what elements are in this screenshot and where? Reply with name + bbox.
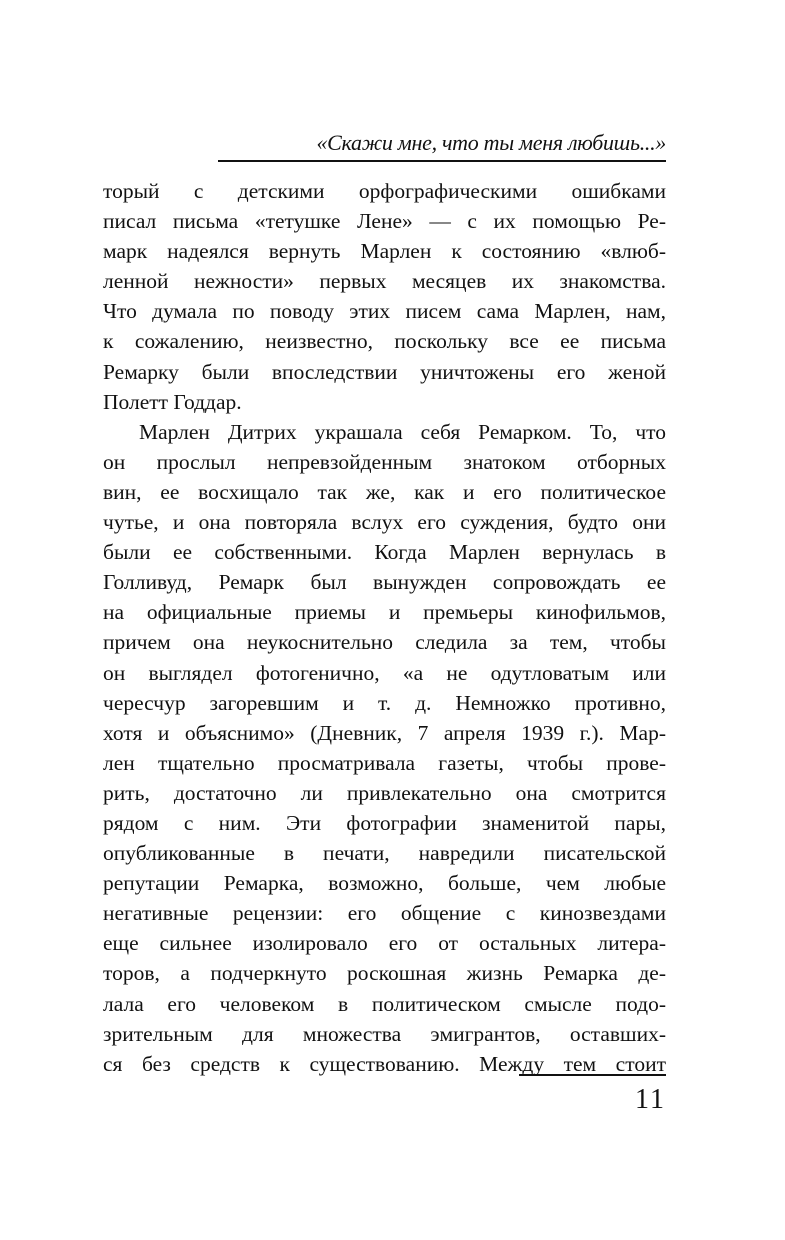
text-line: ленной нежности» первых месяцев их знакомства.: [103, 269, 666, 294]
text-line: репутации Ремарка, возможно, больше, чем любые: [103, 871, 666, 896]
text-line: еще сильнее изолировало его от остальных литера-: [103, 931, 666, 956]
text-line: торов, а подчеркнуто роскошная жизнь Ремарка де-: [103, 961, 666, 986]
text-line: к сожалению, неизвестно, поскольку все ее письма: [103, 329, 666, 354]
text-line: марк надеялся вернуть Марлен к состоянию «влюб-: [103, 239, 666, 264]
text-line: негативные рецензии: его общение с кинозвездами: [103, 901, 666, 926]
text-line: хотя и объяснимо» (Дневник, 7 апреля 1939 г.). Мар-: [103, 720, 666, 745]
body-text: [103, 176, 666, 1079]
text-line: лен тщательно просматривала газеты, чтобы прове-: [103, 750, 666, 775]
text-line: зрительным для множества эмигрантов, оставших-: [103, 1021, 666, 1046]
text-line: он прослыл непревзойденным знатоком отборных: [103, 449, 666, 474]
text-line: ся без средств к существованию. Между тем стоит: [103, 1051, 666, 1076]
header-rule: [218, 160, 666, 162]
text-line: опубликованные в печати, навредили писательской: [103, 841, 666, 866]
page-number: 11: [635, 1084, 666, 1115]
text-line: лала его человеком в политическом смысле подо-: [103, 991, 666, 1016]
text-line: рядом с ним. Эти фотографии знаменитой пары,: [103, 810, 666, 835]
text-line: на официальные приемы и премьеры кинофильмов,: [103, 600, 666, 625]
text-line: писал письма «тетушке Лене» — с их помощью Ре-: [103, 209, 666, 234]
text-line: рить, достаточно ли привлекательно она смотрится: [103, 780, 666, 805]
running-head: «Скажи мне, что ты меня любишь...»: [316, 130, 666, 155]
text-line: Ремарку были впоследствии уничтожены его женой: [103, 359, 666, 384]
text-line: он выглядел фотогенично, «а не одутловатым или: [103, 660, 666, 685]
text-line: Голливуд, Ремарк был вынужден сопровождать ее: [103, 570, 666, 595]
text-line: Полетт Годдар.: [103, 389, 242, 414]
footer-rule: [519, 1074, 666, 1076]
text-line: причем она неукоснительно следила за тем, чтобы: [103, 630, 666, 655]
text-line: чересчур загоревшим и т. д. Немножко противно,: [103, 690, 666, 715]
text-line: были ее собственными. Когда Марлен вернулась в: [103, 540, 666, 565]
text-line: чутье, и она повторяла вслух его суждения, будто они: [103, 510, 666, 535]
text-line: Что думала по поводу этих писем сама Марлен, нам,: [103, 299, 666, 324]
text-line: Марлен Дитрих украшала себя Ремарком. То, что: [139, 419, 666, 444]
text-line: вин, ее восхищало так же, как и его политическое: [103, 479, 666, 504]
text-line: торый с детскими орфографическими ошибками: [103, 179, 666, 203]
